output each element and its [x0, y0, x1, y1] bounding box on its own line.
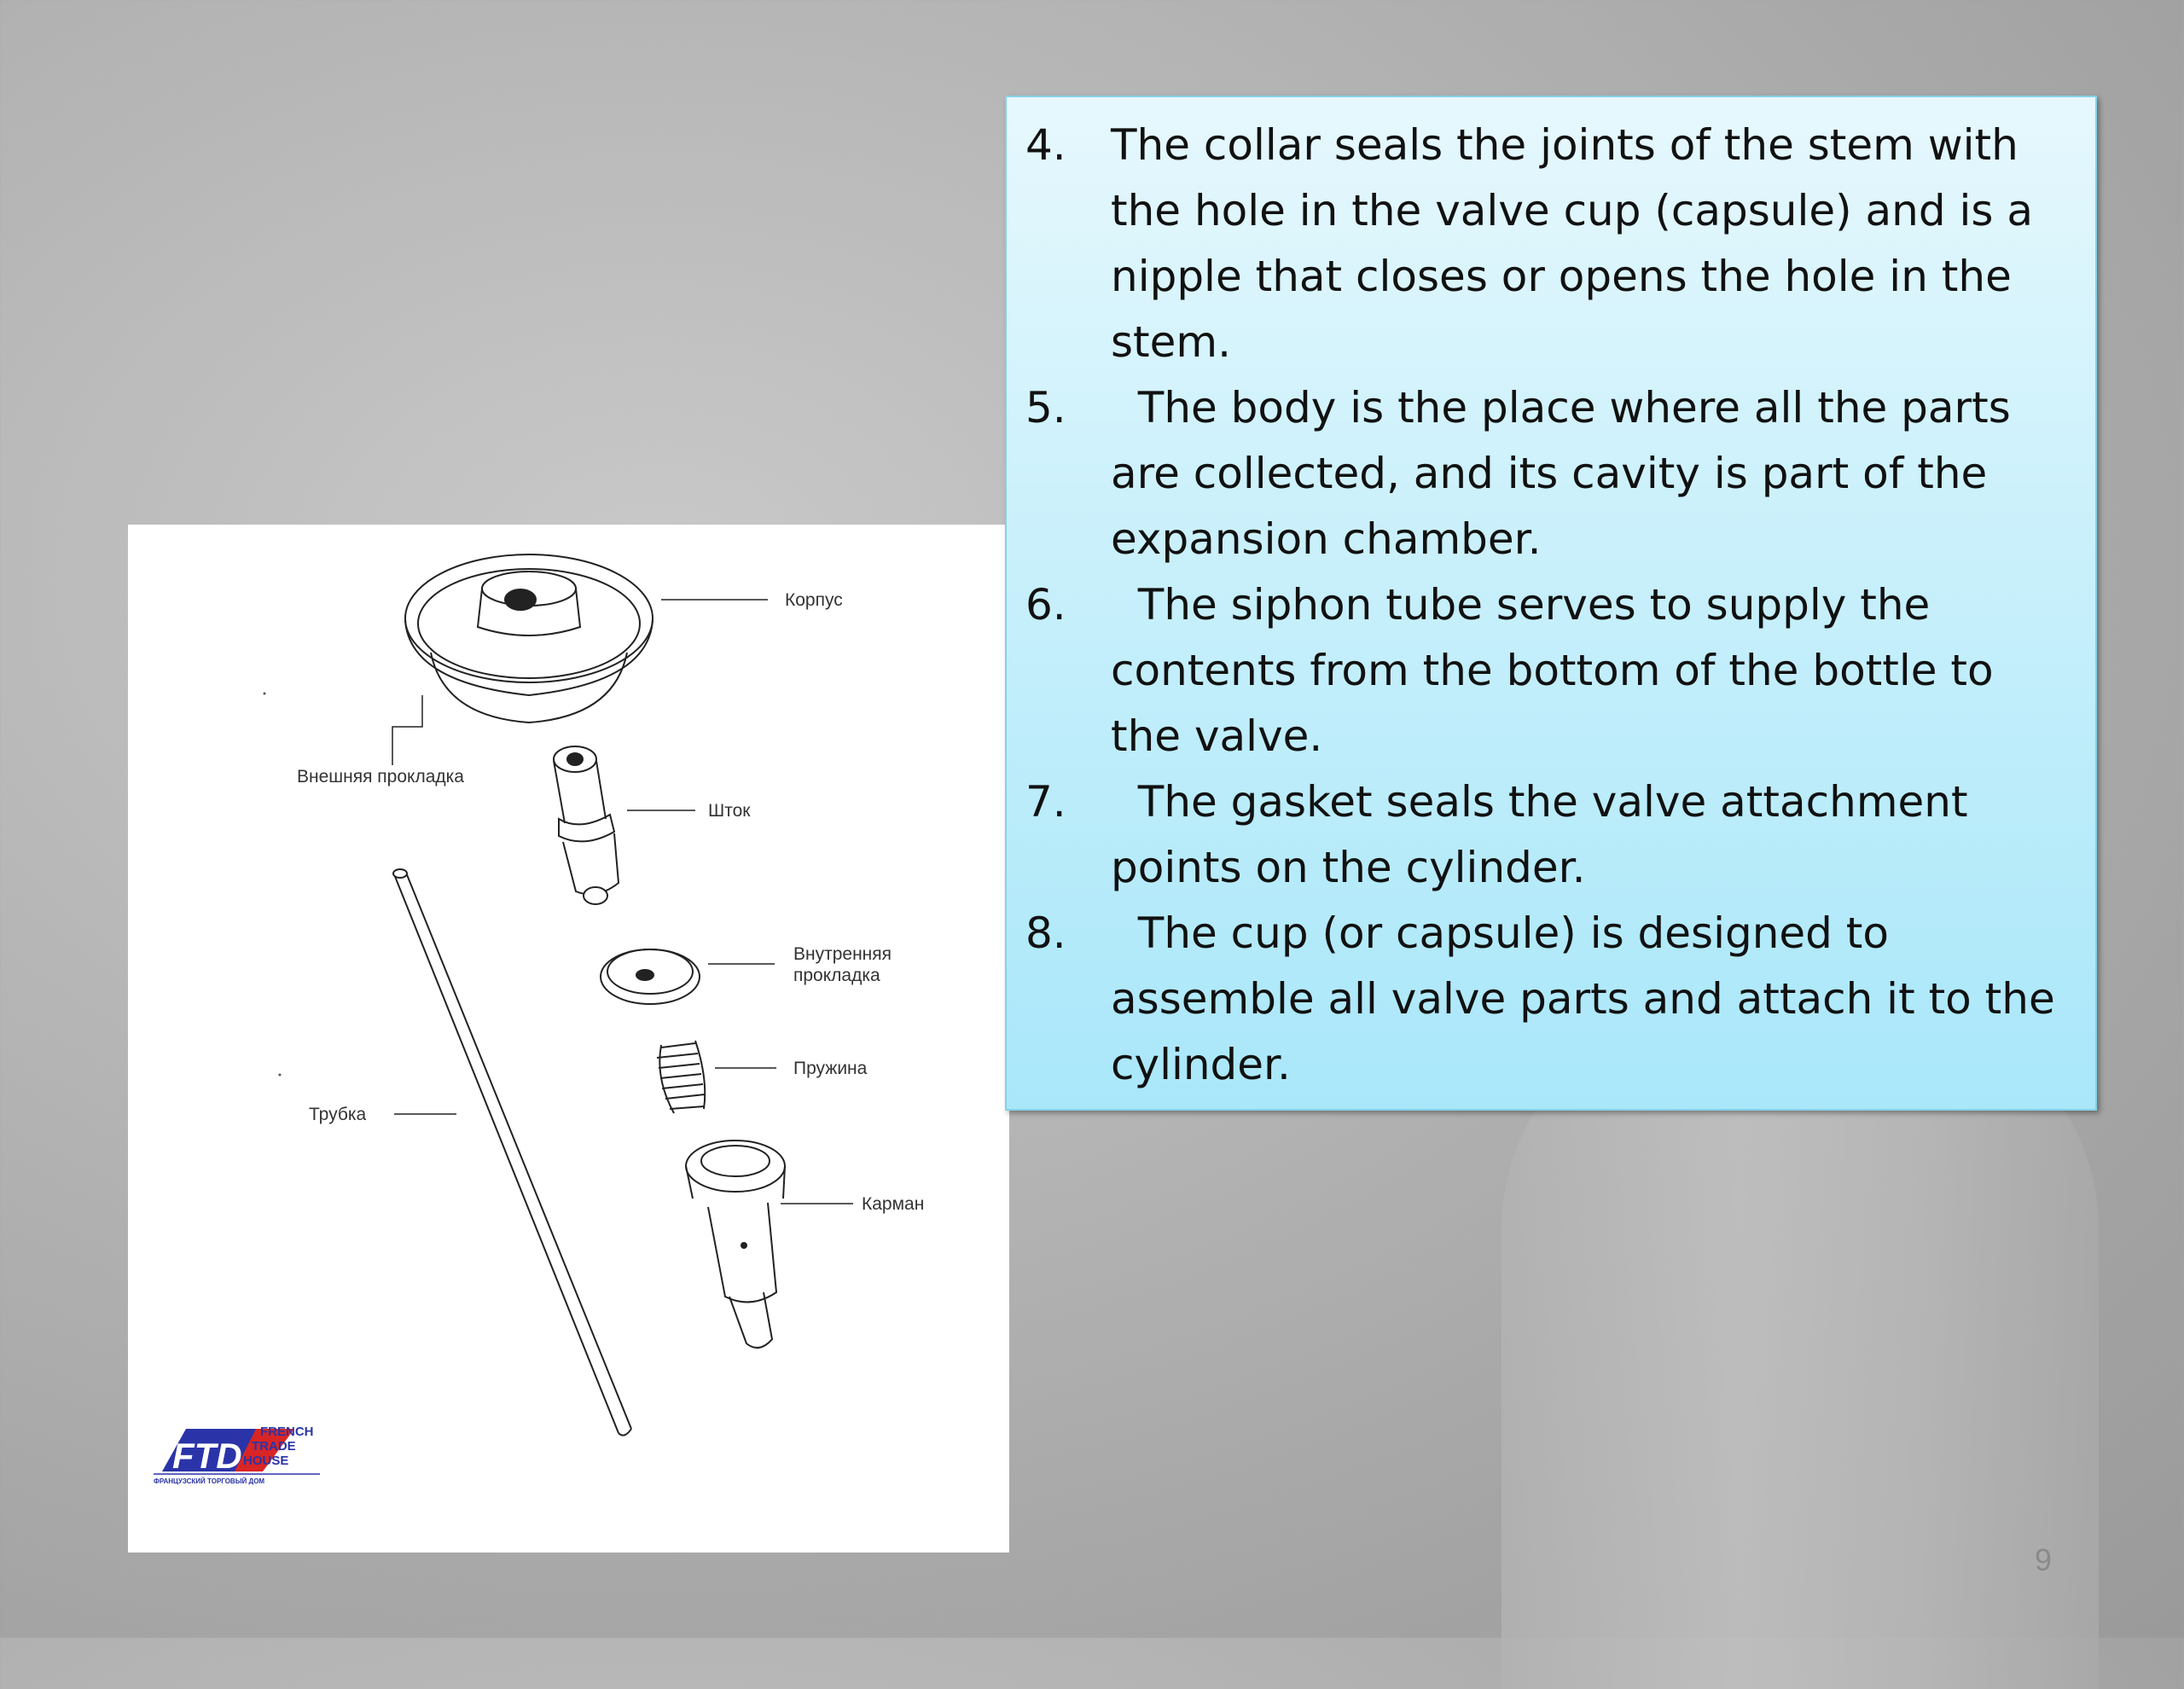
- list-item-text: The body is the place where all the parts are collected, and its cavity is part of the expansion chamber.: [1111, 383, 2024, 564]
- label-pocket: Карман: [862, 1194, 925, 1214]
- list-item-number: 7.: [1025, 777, 1066, 827]
- list-item: [1007, 113, 2095, 375]
- label-outer-gasket: Внешняя прокладка: [297, 767, 464, 786]
- slide-number: 9: [2034, 1542, 2053, 1577]
- list-item-number: 4.: [1025, 120, 1066, 170]
- list-item: [1007, 572, 2095, 769]
- label-body: Корпус: [785, 590, 843, 610]
- ftd-logo: [154, 1425, 320, 1485]
- logo-subtitle: ФРАНЦУЗСКИЙ ТОРГОВЫЙ ДОМ: [154, 1477, 265, 1485]
- list-item-text: The siphon tube serves to supply the contents from the bottom of the bottle to the valve.: [1111, 580, 2007, 761]
- list-item: [1007, 769, 2095, 901]
- label-stem: Шток: [708, 801, 751, 821]
- numbered-list: [1007, 97, 2095, 1098]
- list-item-text: The gasket seals the valve attachment points on the cylinder.: [1111, 777, 1982, 892]
- inner-gasket-part: [601, 949, 700, 1004]
- spring-part: [657, 1041, 705, 1113]
- label-spring: Пружина: [793, 1059, 868, 1078]
- valve-diagram: [128, 525, 1009, 1553]
- label-inner-gasket-1: Внутренняя: [793, 944, 892, 964]
- list-item: [1007, 901, 2095, 1098]
- logo-line1: FRENCH: [260, 1425, 314, 1439]
- list-item-text: The collar seals the joints of the stem with the hole in the valve cup (capsule) and is a nipple that closes or opens the hole in the stem.: [1111, 120, 2047, 367]
- explanation-textbox: [1005, 96, 2097, 1111]
- leader-lines: [392, 600, 853, 1204]
- pocket-part: [686, 1141, 785, 1348]
- siphon-tube-part: [393, 869, 631, 1436]
- list-item: [1007, 375, 2095, 572]
- list-item-number: 6.: [1025, 580, 1066, 630]
- list-item-text: The cup (or capsule) is designed to assemble all valve parts and attach it to the cylinder.: [1111, 908, 2069, 1089]
- valve-diagram-svg: [128, 525, 1009, 1553]
- logo-line2: TRADE: [252, 1439, 296, 1454]
- stem-part: [554, 746, 619, 904]
- logo-line3: HOUSE: [243, 1454, 289, 1468]
- label-inner-gasket-2: прокладка: [793, 966, 880, 985]
- list-item-number: 8.: [1025, 908, 1066, 958]
- label-tube: Трубка: [309, 1105, 367, 1124]
- logo-mark: FTD: [172, 1436, 242, 1476]
- valve-body-part: [405, 554, 653, 723]
- list-item-number: 5.: [1025, 383, 1066, 432]
